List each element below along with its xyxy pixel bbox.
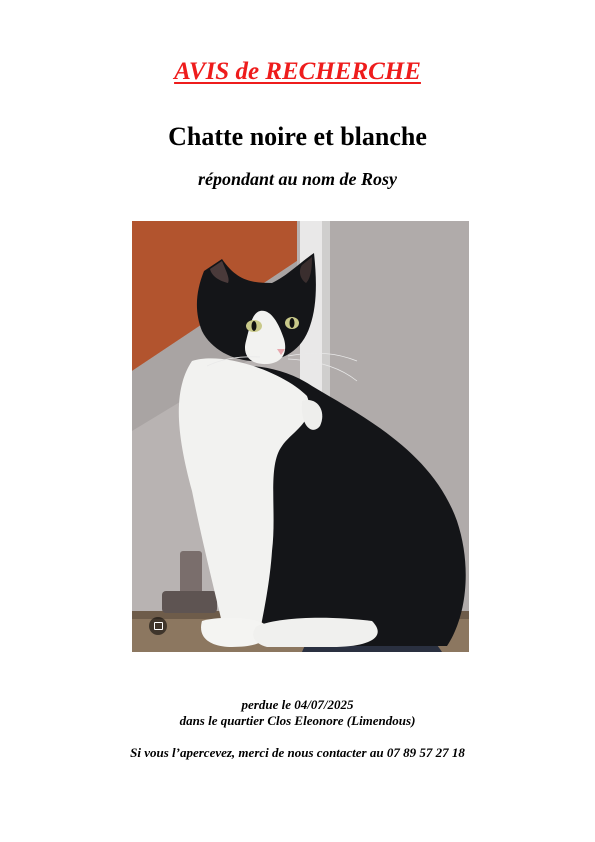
image-badge-icon	[149, 617, 167, 635]
poster-title: Chatte noire et blanche	[168, 122, 427, 151]
location: dans le quartier Clos Eleonore (Limendous)	[179, 713, 416, 728]
lost-date: perdue le 04/07/2025	[241, 697, 354, 712]
contact-line: Si vous l’apercevez, merci de nous contacter au 07 89 57 27 18	[130, 745, 465, 760]
details-block	[0, 697, 595, 761]
cat-illustration	[132, 221, 469, 652]
poster-subtitle: répondant au nom de Rosy	[197, 169, 398, 189]
poster-headline: AVIS de RECHERCHE	[174, 58, 421, 85]
cat-photo	[132, 221, 469, 652]
